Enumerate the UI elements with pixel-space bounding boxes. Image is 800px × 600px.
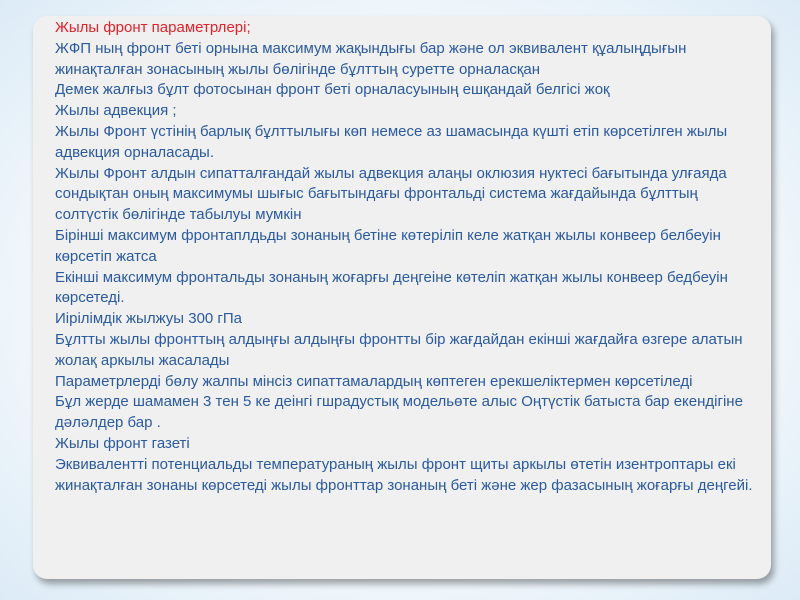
paragraph: Бұлтты жылы фронттың алдыңғы алдыңғы фронтты бір жағдайдан екінші жағдайға өзгере алатын жолақ аркылы жасалады <box>55 330 743 369</box>
paragraph: Бірінші максимум фронтаплдьды зонаның бетіне көтеріліп келе жатқан жылы конвеер белбеуін көрсетіп жатса <box>55 226 721 265</box>
paragraph: Демек жалғыз бұлт фотосынан фронт беті орналасуының ешқандай белгісі жоқ <box>55 81 610 99</box>
paragraph: ЖФП ның фронт беті орнына максимум жақындығы бар және ол эквивалент құалыңдығын жинақталған зонасының жылы бөлігінде бұлттың суретте орналасқан <box>55 39 687 78</box>
paragraph: Параметрлерді бөлу жалпы мінсіз сипаттамалардың көптеген ерекшеліктермен көрсетіледі <box>55 372 693 390</box>
paragraph: Жылы Фронт алдын сипатталғандай жылы адвекция алаңы оклюзия нуктесі бағытында улғаяда сондықтан оның максимумы шығыс бағытындағы фронтальді система жағдайында бұлттың солтүстік бөлігінде табылуы мумкін <box>55 164 727 224</box>
paragraph: Жылы Фронт үстінің барлық бұлттылығы көп немесе аз шамасында күшті етіп көрсетілген жылы адвекция орналасады. <box>55 122 728 161</box>
paragraph: Жылы фронт газеті <box>55 434 190 452</box>
paragraph: Эквиваленттi потенциальды температураның жылы фронт щиты аркылы өтетін изентроптары екі жинақталған зонаны көрсетеді жылы фронттар зонаның беті және жер фазасының жоғарғы деңгейі. <box>55 455 753 494</box>
paragraph: Екінші максимум фронтальды зонаның жоғарғы деңгеіне көтеліп жатқан жылы конвеер бедбеуін көрсетеді. <box>55 268 728 307</box>
paragraph: Бұл жерде шамамен 3 тен 5 ке деінгі гшрадустық модельөте алыс Оңтүстік батыста бар екендігіне дәләлдер бар . <box>55 393 743 432</box>
paragraph: Иірілімдік жылжуы 300 гПа <box>55 310 243 328</box>
paragraph: Жылы адвекция ; <box>55 102 177 120</box>
slide-text <box>55 18 755 496</box>
slide-title: Жылы фронт параметрлері; <box>55 19 251 36</box>
